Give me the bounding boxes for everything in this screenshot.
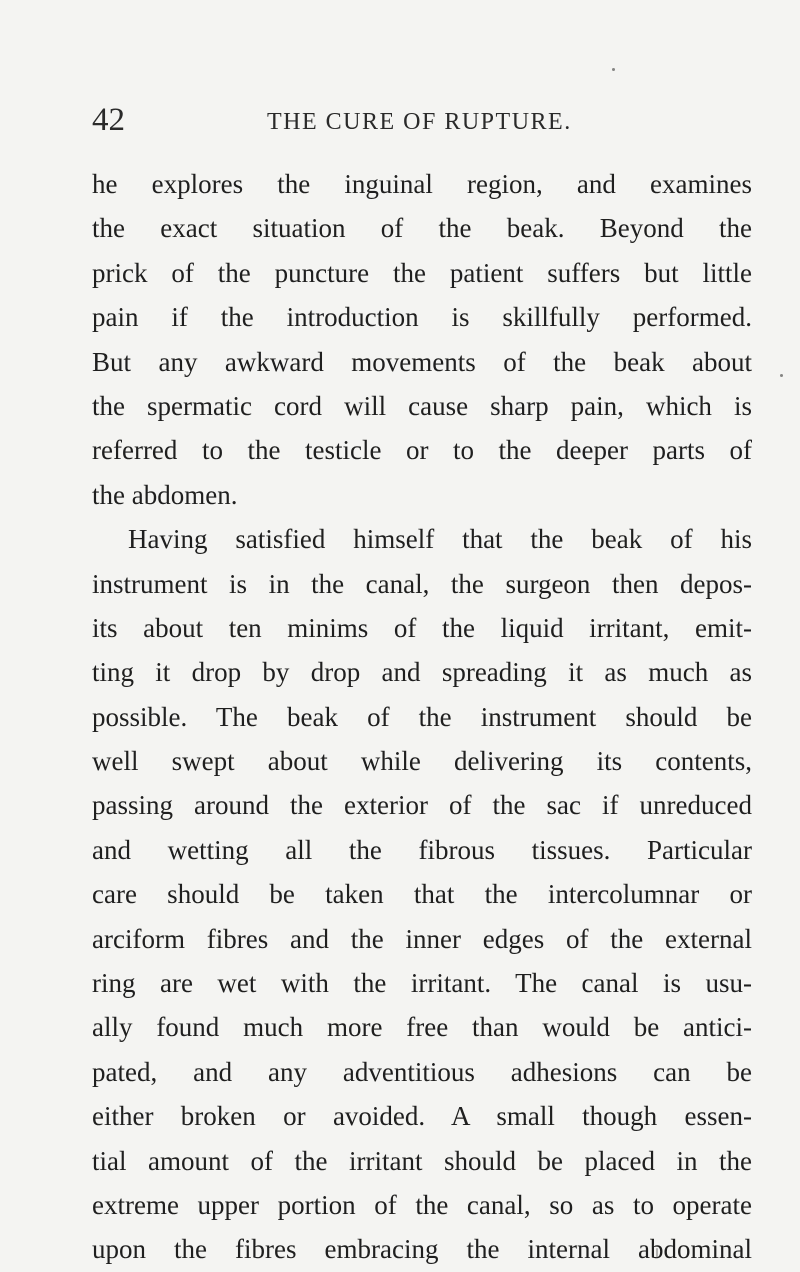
print-speck <box>656 1248 658 1258</box>
text-line: extreme upper portion of the canal, so as to operate <box>92 1189 752 1220</box>
text-line: the spermatic cord will cause sharp pain, which is <box>92 390 752 421</box>
text-line: its about ten minims of the liquid irritant, emit- <box>92 612 752 643</box>
text-line: possible. The beak of the instrument should be <box>92 701 752 732</box>
paragraph-2 <box>92 517 752 1272</box>
text-line: well swept about while delivering its contents, <box>92 746 752 777</box>
page-header <box>92 100 752 140</box>
text-line: But any awkward movements of the beak about <box>92 346 752 377</box>
text-line: he explores the inguinal region, and examines <box>92 169 752 199</box>
page-number: 42 <box>92 102 125 138</box>
text-line: Having satisfied himself that the beak of his <box>128 524 752 555</box>
text-line: ting it drop by drop and spreading it as much as <box>92 657 752 688</box>
text-line: upon the fibres embracing the internal abdominal <box>92 1234 752 1265</box>
text-line: pated, and any adventitious adhesions can be <box>92 1056 752 1087</box>
text-line: ally found much more free than would be antici- <box>92 1012 752 1043</box>
text-line: the abdomen. <box>92 479 238 510</box>
text-line: instrument is in the canal, the surgeon then depos- <box>92 568 752 599</box>
text-line: arciform fibres and the inner edges of the external <box>92 923 752 954</box>
text-line: and wetting all the fibrous tissues. Particular <box>92 834 752 865</box>
paragraph-1 <box>92 162 752 517</box>
text-line: pain if the introduction is skillfully performed. <box>92 302 752 333</box>
print-speck <box>780 374 783 377</box>
text-line: tial amount of the irritant should be placed in the <box>92 1145 752 1176</box>
text-line: ring are wet with the irritant. The canal is usu- <box>92 968 752 999</box>
body-text <box>92 162 752 1272</box>
print-speck <box>612 68 615 71</box>
text-line: either broken or avoided. A small though essen- <box>92 1101 752 1132</box>
text-line: the exact situation of the beak. Beyond the <box>92 213 752 244</box>
text-line: referred to the testicle or to the deeper parts of <box>92 435 752 466</box>
text-line: prick of the puncture the patient suffers but little <box>92 257 752 288</box>
running-head: THE CURE OF RUPTURE. <box>267 109 572 135</box>
text-line: care should be taken that the intercolumnar or <box>92 879 752 910</box>
text-line: passing around the exterior of the sac if unreduced <box>92 790 752 821</box>
